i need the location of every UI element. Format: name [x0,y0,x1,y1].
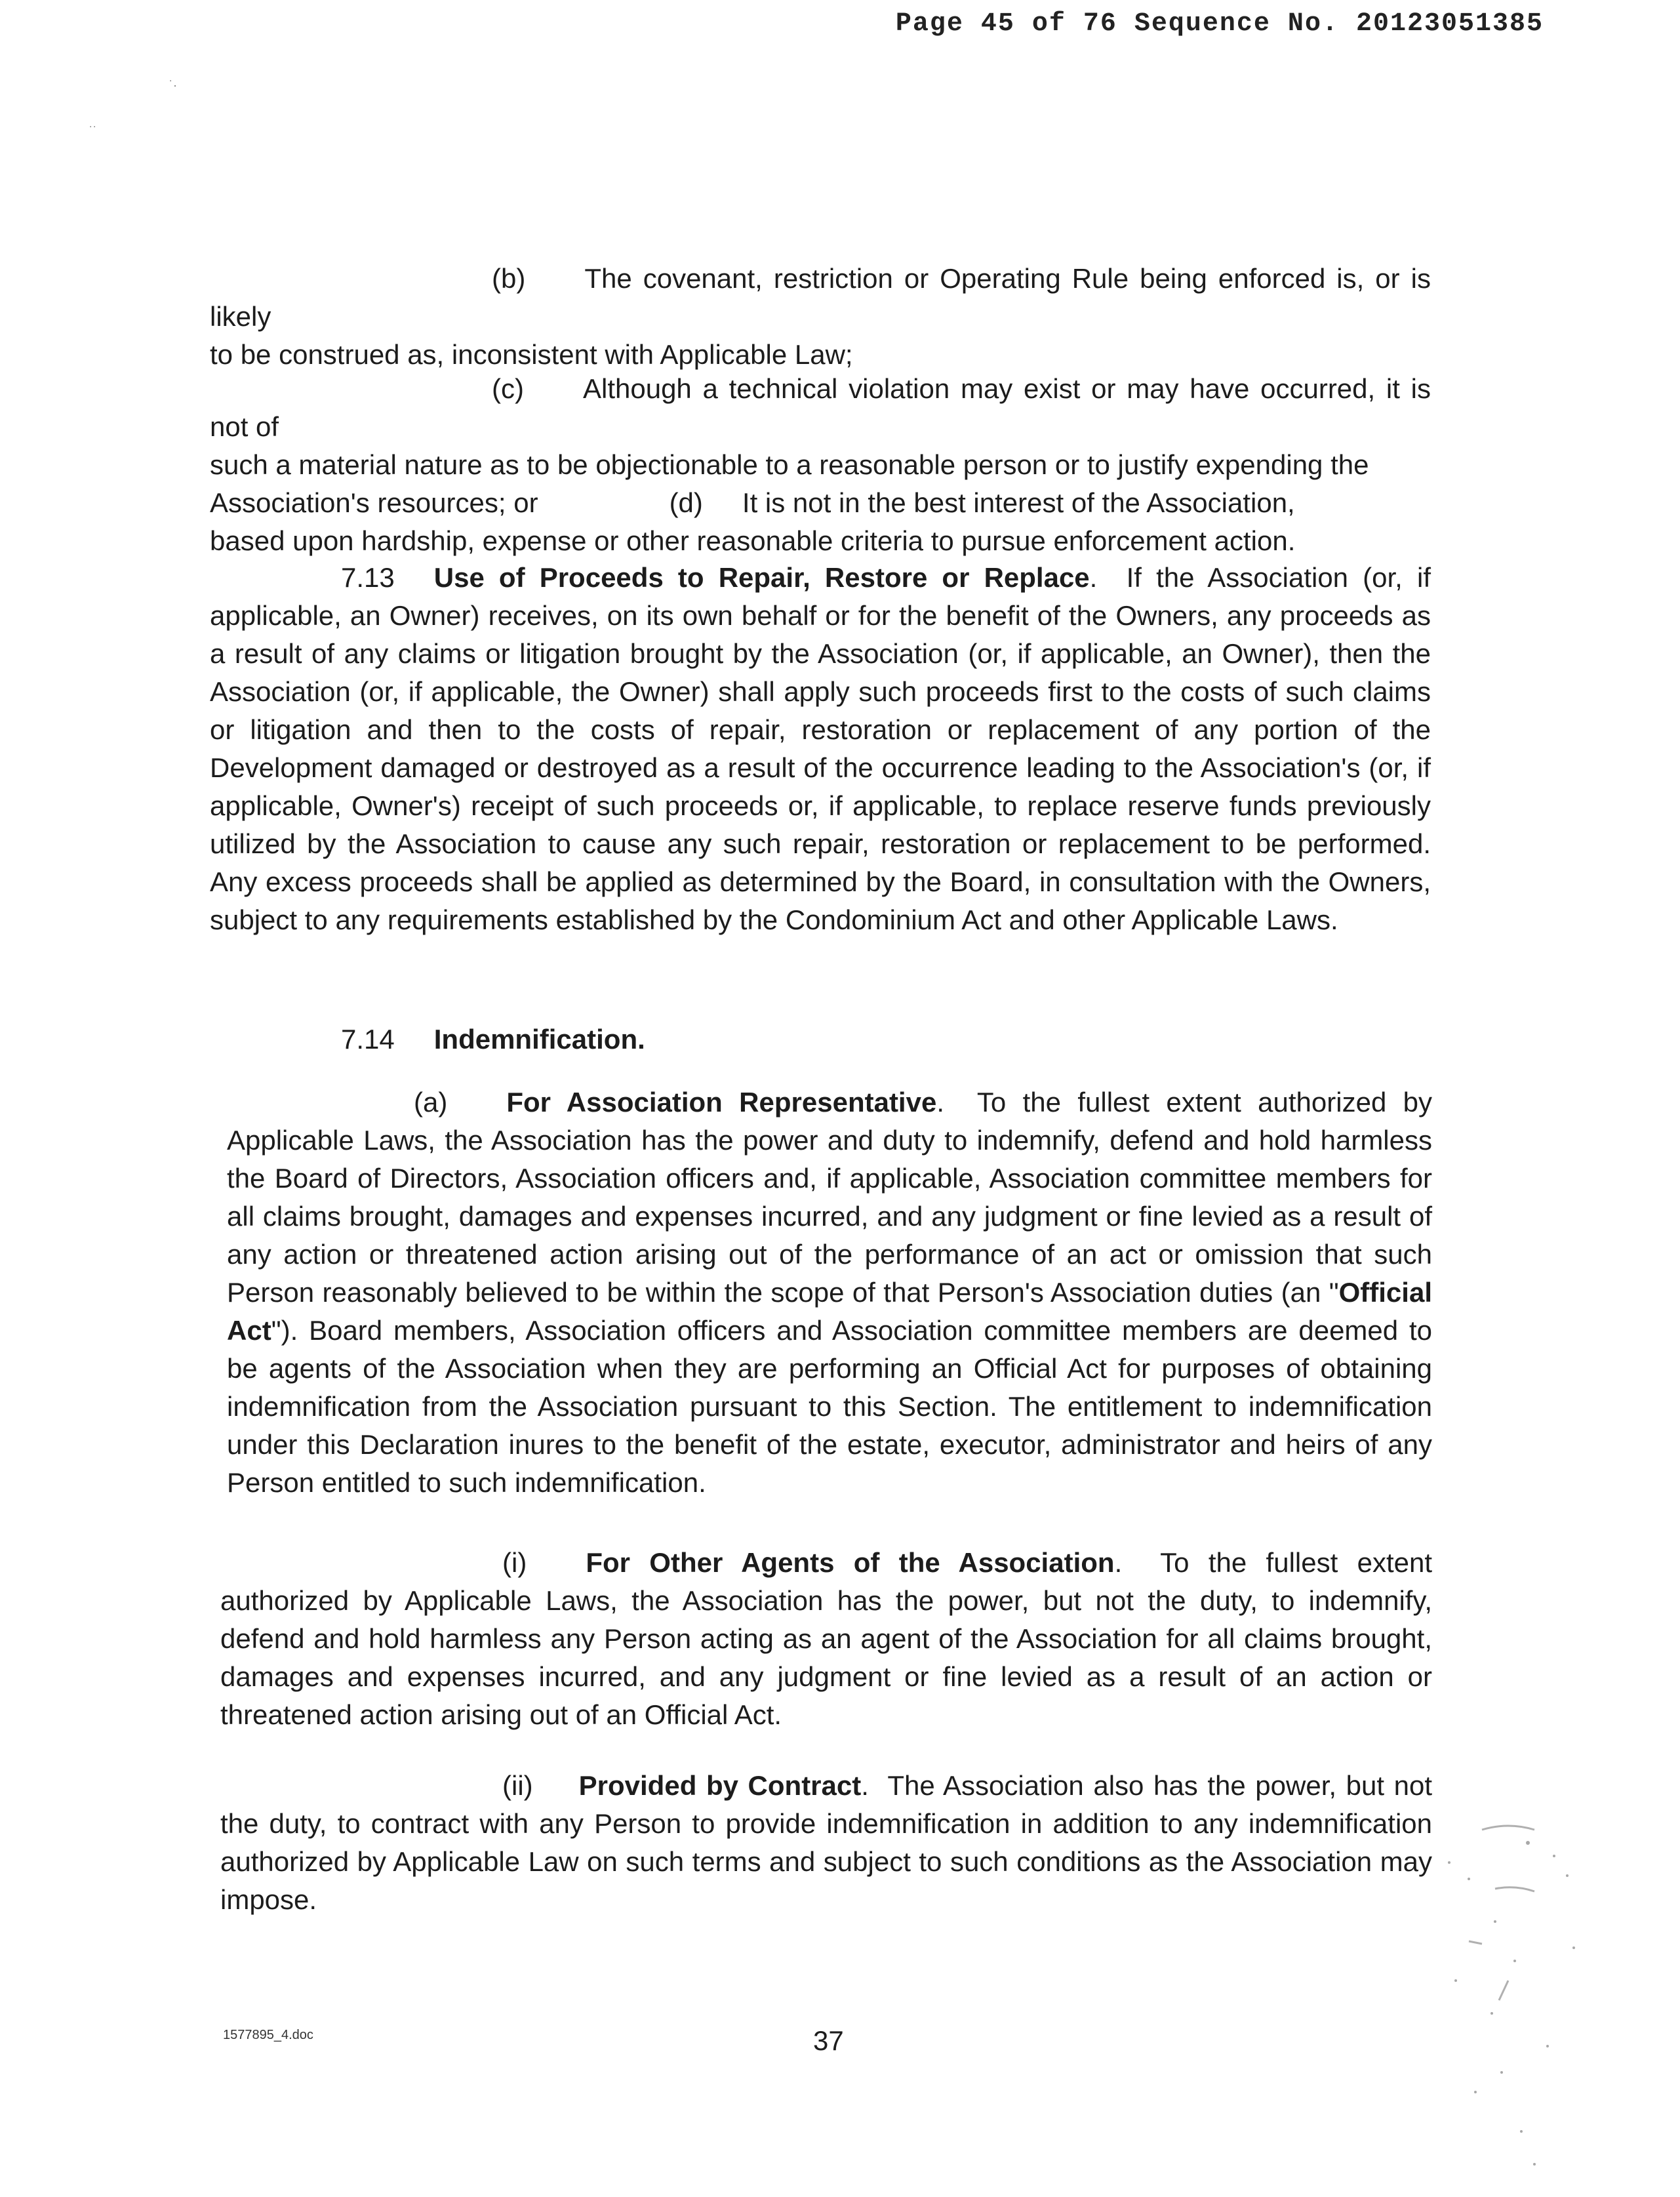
section-7-13: 7.13 Use of Proceeds to Repair, Restore or Replace. If the Association (or, if applicable, an Owner) receives, on its own behalf or for the benefit of the Owners, any proceeds as a result of any claims or litigation brought by the Association (or, if applicable, an Owner), then the Association (or, if applicable, the Owner) shall apply such proceeds first to the costs of such claims or litigation and then to the costs of repair, restoration or replacement of any portion of the Development damaged or destroyed as a result of the occurrence leading to the Association's (or, if applicable, Owner's) receipt of such proceeds or, if applicable, to replace reserve funds previously utilized by the Association to cause any such repair, restoration or replacement to be performed. Any excess proceeds shall be applied as determined by the Board, in consultation with the Owners, subject to any requirements established by the Condominium Act and other Applicable Laws. [210,562,1431,935]
section-7-13-title: Use of Proceeds to Repair, Restore or Replace [433,562,1090,593]
section-7-13-text: If the Association (or, if applicable, an Owner) receives, on its own behalf or for the benefit of the Owners, any proceeds as a result of any claims or litigation brought by the Association (or, if applicable, an Owner), then the Association (or, if applicable, the Owner) shall apply such proceeds first to the costs of such claims or litigation and then to the costs of repair, restoration or replacement of any portion of the Development damaged or destroyed as a result of the occurrence leading to the Association's (or, if applicable, Owner's) receipt of such proceeds or, if applicable, to replace reserve funds previously utilized by the Association to cause any such repair, restoration or replacement to be performed. Any excess proceeds shall be applied as determined by the Board, in consultation with the Owners, subject to any requirements established by the Condominium Act and other Applicable Laws. [210,562,1431,935]
paragraph-ii: (ii) Provided by Contract. The Association also has the power, but not the duty, to contract with any Person to provide indemnification in addition to any indemnification authorized by Applicable Law on such terms and subject to such conditions as the Association may impose. [220,1770,1432,1915]
paragraph-b-label: (b) [492,263,526,294]
paragraph-b-line1: The covenant, restriction or Operating Rule being enforced is, or is likely [210,263,1431,332]
official-act-term: Official Act [227,1277,1432,1346]
paragraph-i: (i) For Other Agents of the Association. To the fullest extent authorized by Applicable Laws, the Association has the power, but not the duty, to indemnify, defend and hold harmless any Person acting as an agent of the Association for all claims brought, damages and expenses incurred, and any judgment or fine levied as a result of an action or threatened action arising out of an Official Act. [220,1547,1433,1730]
paragraph-d-label: (d) [669,487,703,518]
section-7-14-heading [341,1020,645,1058]
document-id: 1577895_4.doc [223,2028,313,2042]
paragraph-i-title: For Other Agents of the Association [586,1547,1115,1578]
paragraph-d-line2: based upon hardship, expense or other reasonable criteria to pursue enforcement action. [210,525,1296,556]
section-7-14-number: 7.14 [341,1024,395,1055]
page-sequence-header: Page 45 of 76 Sequence No. 20123051385 [895,9,1544,39]
paragraph-c-line3: Association's resources; or [210,487,538,518]
paragraph-b [210,260,1431,374]
paragraph-b-line2: to be construed as, inconsistent with Applicable Law; [210,339,853,370]
section-7-13-number: 7.13 [341,562,395,593]
paragraph-a-label: (a) [414,1087,448,1118]
scan-speck: ˙· [169,79,177,92]
paragraph-a: (a) For Association Representative. To the fullest extent authorized by Applicable Laws, the Association has the power and duty to indemnify, defend and hold harmless the Board of Directors, Association officers and, if applicable, Association committee members for all claims brought, damages and expenses incurred, and any judgment or fine levied as a result of any action or threatened action arising out of the performance of an act or omission that such Person reasonably believed to be within the scope of that Person's Association duties (an "Official Act"). Board members, Association officers and Association committee members are deemed to be agents of the Association when they are performing an Official Act for purposes of obtaining indemnification from the Association pursuant to this Section. The entitlement to indemnification under this Declaration inures to the benefit of the estate, executor, administrator and heirs of any Person entitled to such indemnification. [227,1087,1432,1498]
paragraph-ii-title: Provided by Contract [578,1770,862,1801]
paragraph-ii-text: The Association also has the power, but not the duty, to contract with any Person to provide indemnification in addition to any indemnification authorized by Applicable Law on such terms and subject to such conditions as the Association may impose. [220,1770,1432,1915]
paragraph-c-line2: such a material nature as to be objectionable to a reasonable person or to justify expending the [210,449,1369,480]
paragraph-i-label: (i) [502,1547,527,1578]
paragraph-a-text2: "). Board members, Association officers and Association committee members are deemed to be agents of the Association when they are performing an Official Act for purposes of obtaining indemnification from the Association pursuant to this Section. The entitlement to indemnification under this Declaration inures to the benefit of the estate, executor, administrator and heirs of any Person entitled to such indemnification. [227,1315,1432,1498]
paragraph-ii-label: (ii) [502,1770,533,1801]
paragraph-c-line1: Although a technical violation may exist or may have occurred, it is not of [210,373,1431,442]
paragraph-d-line1: It is not in the best interest of the Association, [742,487,1295,518]
page-number: 37 [813,2025,844,2056]
paragraph-a-text1: To the fullest extent authorized by Applicable Laws, the Association has the power and duty to indemnify, defend and hold harmless the Board of Directors, Association officers and, if applicable, Association committee members for all claims brought, damages and expenses incurred, and any judgment or fine levied as a result of any action or threatened action arising out of the performance of an act or omission that such Person reasonably believed to be within the scope of that Person's Association duties (an " [227,1087,1432,1308]
scan-speck: ˙˙ [89,125,97,138]
faded-stamp-mark [1430,1817,1600,2197]
paragraph-c-label: (c) [492,373,524,404]
section-7-14-title: Indemnification. [433,1024,645,1055]
paragraph-c-d [210,370,1431,560]
paragraph-i-text: To the fullest extent authorized by Applicable Laws, the Association has the power, but not the duty, to indemnify, defend and hold harmless any Person acting as an agent of the Association for all claims brought, damages and expenses incurred, and any judgment or fine levied as a result of an action or threatened action arising out of an Official Act. [220,1547,1433,1730]
paragraph-a-title: For Association Representative [506,1087,937,1118]
